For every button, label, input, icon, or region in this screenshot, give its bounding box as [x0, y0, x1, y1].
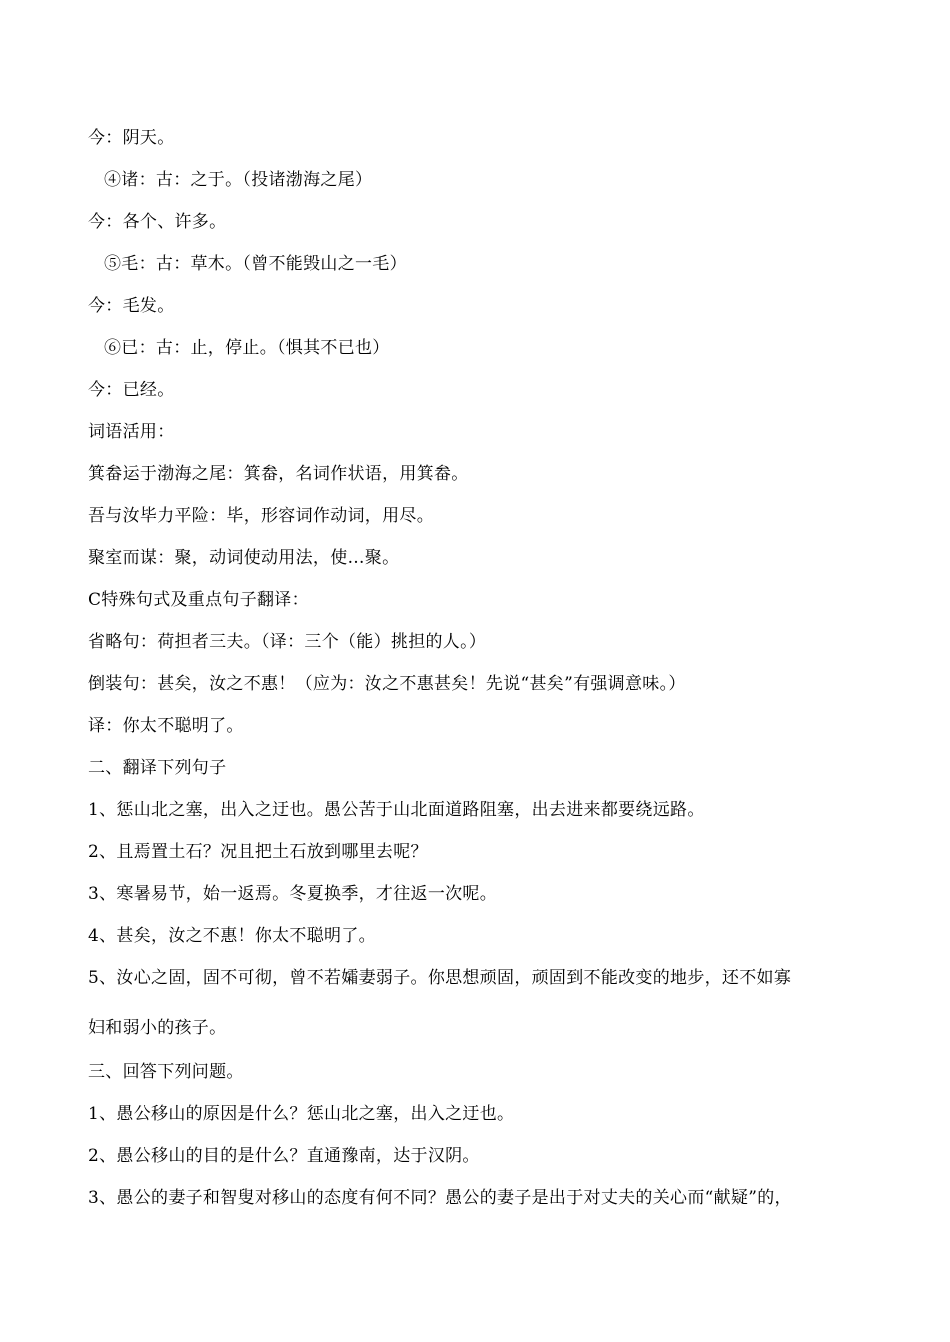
- text-line: 今：已经。: [88, 380, 175, 400]
- text-line: 省略句：荷担者三夫。（译：三个（能）挑担的人。）: [88, 632, 487, 652]
- text-line: 5、汝心之固，固不可彻，曾不若孀妻弱子。你思想顽固，顽固到不能改变的地步，还不如寡: [88, 968, 792, 988]
- text-line: 译：你太不聪明了。: [88, 716, 244, 736]
- text-line: 妇和弱小的孩子。: [88, 1018, 227, 1038]
- text-line: 倒装句：甚矣，汝之不惠！（应为：汝之不惠甚矣！先说“甚矣”有强调意味。）: [88, 674, 686, 694]
- text-line: 4、甚矣，汝之不惠！你太不聪明了。: [88, 926, 376, 946]
- section-heading: 词语活用：: [88, 422, 175, 442]
- text-line: 聚室而谋：聚，动词使动用法，使…聚。: [88, 548, 400, 568]
- text-line: ⑥已：古：止，停止。（惧其不已也）: [104, 338, 390, 358]
- section-heading: 三、回答下列问题。: [88, 1062, 244, 1082]
- text-line: ④诸：古：之于。（投诸渤海之尾）: [104, 170, 373, 190]
- text-line: ⑤毛：古：草木。（曾不能毁山之一毛）: [104, 254, 407, 274]
- text-line: 箕畚运于渤海之尾：箕畚，名词作状语，用箕畚。: [88, 464, 469, 484]
- text-line: 吾与汝毕力平险：毕，形容词作动词，用尽。: [88, 506, 434, 526]
- text-line: 今：阴天。: [88, 128, 175, 148]
- text-line: 2、愚公移山的目的是什么？直通豫南，达于汉阴。: [88, 1146, 480, 1166]
- text-line: 今：各个、许多。: [88, 212, 227, 232]
- section-heading: C特殊句式及重点句子翻译：: [88, 590, 309, 610]
- text-line: 1、愚公移山的原因是什么？惩山北之塞，出入之迂也。: [88, 1104, 515, 1124]
- text-line: 2、且焉置土石？况且把土石放到哪里去呢？: [88, 842, 428, 862]
- text-line: 今：毛发。: [88, 296, 175, 316]
- text-line: 3、愚公的妻子和智叟对移山的态度有何不同？愚公的妻子是出于对丈夫的关心而“献疑”的，: [88, 1188, 792, 1208]
- text-line: 3、寒暑易节，始一返焉。冬夏换季，才往返一次呢。: [88, 884, 498, 904]
- text-line: 1、惩山北之塞，出入之迂也。愚公苦于山北面道路阻塞，出去进来都要绕远路。: [88, 800, 705, 820]
- section-heading: 二、翻译下列句子: [88, 758, 227, 778]
